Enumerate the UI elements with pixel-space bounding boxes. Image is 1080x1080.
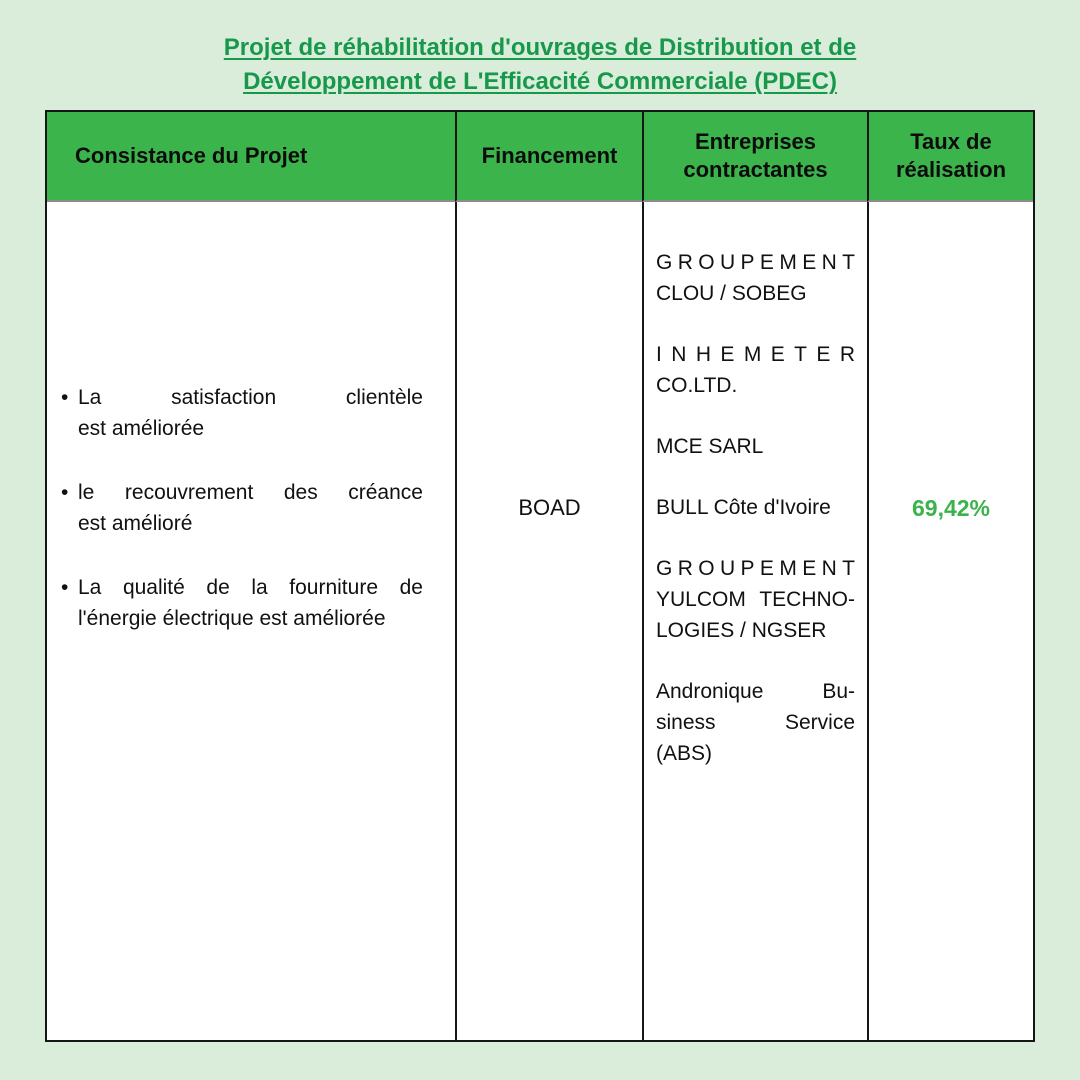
bullet-item: [61, 477, 423, 539]
bullet-item: [61, 382, 423, 444]
entreprises-wrap: [656, 228, 855, 788]
company-item: [656, 676, 855, 769]
bullet-text: [78, 572, 423, 634]
cell-consistance: [47, 202, 455, 1040]
page-title-line-2: Développement de L'Efficacité Commerciale (PDEC): [243, 68, 837, 95]
text-line: est amélioré: [78, 512, 193, 535]
text-line: LOGIES / NGSER: [656, 619, 827, 642]
company-item: [656, 339, 855, 401]
text-line: G R O U P E M E N T: [656, 251, 855, 274]
text-line: CLOU / SOBEG: [656, 282, 807, 305]
cell-taux: [867, 202, 1033, 1040]
bullet-text: [78, 382, 423, 444]
project-table: [45, 110, 1035, 1042]
financement-wrap: [457, 228, 642, 788]
text-line: MCE SARL: [656, 435, 764, 458]
company-item: [656, 431, 855, 462]
financement-value: BOAD: [518, 495, 581, 520]
company-item: [656, 553, 855, 646]
text-line: l'énergie électrique est améliorée: [78, 607, 386, 630]
text-line: est améliorée: [78, 417, 205, 440]
text-line: BULL Côte d'Ivoire: [656, 496, 831, 519]
bullet-dot: •: [61, 386, 69, 409]
text-line: siness Service: [656, 711, 855, 734]
consistance-wrap: [61, 228, 423, 788]
taux-value: 69,42%: [911, 494, 990, 521]
bullet-dot: •: [61, 576, 69, 599]
text-line: le recouvrement des créance: [78, 481, 423, 504]
text-line: G R O U P E M E N T: [656, 557, 855, 580]
text-line: (ABS): [656, 742, 713, 765]
bullet-dot: •: [61, 481, 69, 504]
company-item: [656, 492, 855, 523]
header-financement: Financement: [455, 112, 642, 202]
header-consistance: Consistance du Projet: [47, 112, 455, 202]
text-line: La satisfaction clientèle: [78, 386, 423, 409]
page-title-line-1: Projet de réhabilitation d'ouvrages de Distribution et de: [223, 34, 857, 61]
company-item: [656, 247, 855, 309]
cell-financement: [455, 202, 642, 1040]
bullet-item: [61, 572, 423, 634]
consistance-bullet-list: [61, 382, 423, 634]
header-entreprises: Entreprises contractantes: [642, 112, 867, 202]
taux-wrap: [869, 228, 1033, 788]
bullet-text: [78, 477, 423, 539]
header-taux: Taux de réalisation: [867, 112, 1033, 202]
text-line: CO.LTD.: [656, 374, 738, 397]
text-line: YULCOM TECHNO-: [656, 588, 855, 611]
text-line: Andronique Bu-: [656, 680, 855, 703]
text-line: La qualité de la fourniture de: [78, 576, 423, 599]
text-line: I N H E M E T E R: [656, 343, 855, 366]
cell-entreprises: [642, 202, 867, 1040]
entreprises-list: [656, 247, 855, 769]
page-title: [0, 31, 1080, 99]
